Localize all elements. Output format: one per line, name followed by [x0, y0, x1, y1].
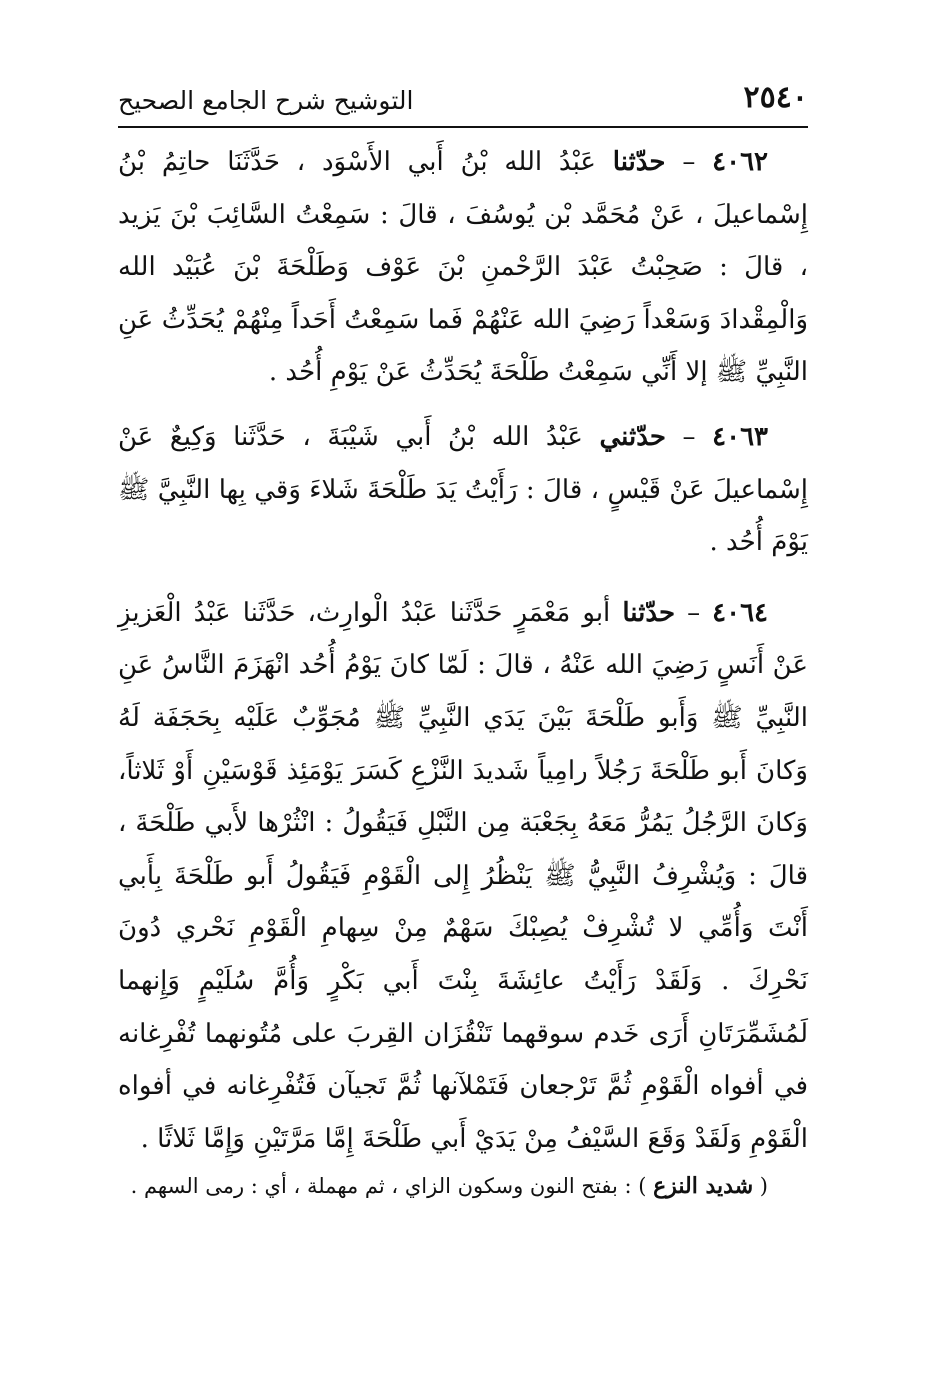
hadith-dash: –	[665, 421, 713, 452]
hadith-4064	[118, 587, 808, 1166]
note-close-paren: )	[638, 1174, 654, 1199]
hadith-4062	[118, 136, 808, 399]
header-rule	[118, 126, 808, 128]
page-body	[118, 136, 808, 1226]
hadith-dash: –	[675, 597, 713, 628]
note-text: : بفتح النون وسكون الزاي ، ثم مهملة ، أي : رمى السهم .	[130, 1174, 639, 1199]
hadith-keyword: حدّثني	[599, 421, 666, 452]
hadith-text: أبو مَعْمَرٍ حَدَّثَنا عَبْدُ الْوارِث، حَدَّثَنا عَبْدُ الْعَزيزِ عَنْ أَنَسٍ رَضِيَ الله عَنْهُ ، قالَ : لَمّا كانَ يَوْمُ أُحُد انْهَزَمَ النَّاسُ عَنِ النَّبِيِّ ﷺ وَأَبو طَلْحَةَ بَيْنَ يَدَي النَّبِيِّ ﷺ مُجَوِّبٌ عَلَيْه بِحَجَفَة لَهُ وَكانَ أَبو طَلْحَةَ رَجُلاً رامِياً شَديدَ النَّزْعِ كَسَرَ يَوْمَئِذ قَوْسَيْنِ أَوْ ثَلاثاً، وَكانَ الرَّجُلُ يَمُرُّ مَعَهُ بِجَعْبَة مِن النَّبْلِ فَيَقُولُ : انْثُرْها لأَبي طَلْحَةَ ، قالَ : وَيُشْرِفُ النَّبِيُّ ﷺ يَنْظُرُ إِلى الْقَوْمِ فَيَقُولُ أَبو طَلْحَةَ بِأَبي أَنْتَ وَأُمِّي لا تُشْرِفْ يُصِبْكَ سَهْمٌ مِنْ سِهامِ الْقَوْمِ نَحْري دُونَ نَحْرِكَ . وَلَقَدْ رَأَيْتُ عائِشَةَ بِنْتَ أَبي بَكْرٍ وَأُمَّ سُلَيْمٍ وَإِنهما لَمُشَمِّرَتَانِ أَرَى خَدم سوقهما تَنْقُزَان القِربَ على مُتُونهما تُفْرِغانه في أفواه الْقَوْمِ ثُمَّ تَرْجعان فَتَمْلآنها ثُمَّ تَجيآن فَتُفْرِغانه في أفواه الْقَوْمِ وَلَقَدْ وَقَعَ السَّيْفُ مِنْ يَدَيْ أَبي طَلْحَةَ إِمَّا مَرَّتَيْنِ وَإِمَّا ثَلاثًا .	[118, 597, 808, 1154]
hadith-number: ٤٠٦٣	[712, 421, 768, 452]
running-title: التوشيح شرح الجامع الصحيح	[118, 86, 414, 115]
hadith-text: عَبْدُ الله بْنُ أَبي الأَسْوَد ، حَدَّثَنَا حاتِمُ بْنُ إِسْماعيلَ ، عَنْ مُحَمَّد بْن يُوسُفَ ، قالَ : سَمِعْتُ السَّائِبَ بْنَ يَزيد ، قالَ : صَحِبْتُ عَبْدَ الرَّحْمنِ بْنَ عَوْف وَطَلْحَةَ بْنَ عُبَيْد الله وَالْمِقْدادَ وَسَعْداً رَضِيَ الله عَنْهُمْ فَما سَمِعْتُ أَحَداً مِنْهُمْ يُحَدِّثُ عَنِ النَّبِيِّ ﷺ إلا أَنِّي سَمِعْتُ طَلْحَةَ يُحَدِّثُ عَنْ يَوْمِ أُحُد .	[118, 147, 808, 388]
page-number: ٢٥٤٠	[743, 80, 808, 115]
hadith-keyword: حدّثنا	[622, 597, 676, 628]
hadith-dash: –	[665, 147, 713, 177]
note-open-paren: (	[753, 1174, 768, 1199]
hadith-keyword: حدّثنا	[612, 147, 666, 177]
note-keyword: شديد النزع	[653, 1173, 754, 1200]
commentary-note	[118, 1167, 808, 1205]
hadith-number: ٤٠٦٢	[712, 147, 768, 177]
hadith-number: ٤٠٦٤	[712, 597, 768, 628]
hadith-text: عَبْدُ الله بْنُ أَبي شَيْبَةَ ، حَدَّثَنا وَكِيعٌ عَنْ إِسْماعيلَ عَنْ قَيْسٍ ، قالَ : رَأَيْتُ يَدَ طَلْحَةَ شَلاءَ وَقي بِها النَّبِيَّ ﷺ يَوْمَ أُحُد .	[118, 421, 808, 558]
hadith-4063	[118, 411, 808, 569]
page-header	[118, 80, 808, 120]
